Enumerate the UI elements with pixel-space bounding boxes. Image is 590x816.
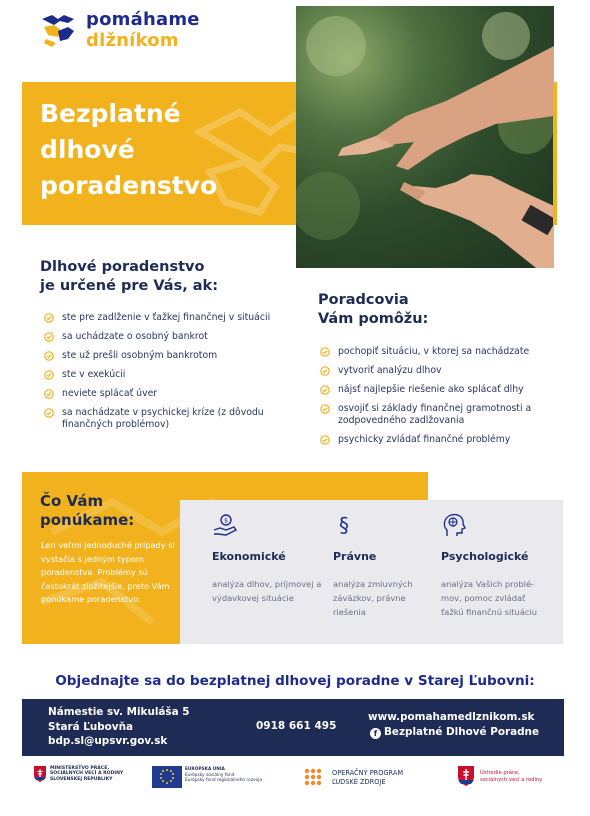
slovak-coat-of-arms-icon [458, 766, 474, 786]
list-item-text: osvojiť si základy finančnej gramotnosti a zodpovedného zadlžovania [338, 403, 532, 426]
list-item-text: psychicky zvládať finančné problémy [338, 434, 511, 445]
check-circle-icon [44, 332, 54, 342]
check-circle-icon [320, 347, 330, 357]
handshake-logo-icon [38, 9, 78, 49]
check-circle-icon [320, 366, 330, 376]
offer-economic-name: Ekonomické [212, 550, 286, 563]
website-link[interactable]: www.pomahamedlznikom.sk [368, 711, 535, 723]
photo-accent-bar [553, 82, 557, 225]
labour-office-text [480, 770, 560, 783]
head-brain-icon [441, 512, 467, 538]
list-item [44, 407, 289, 431]
eu-text-line: Európsky sociálny fond [185, 772, 235, 778]
list-item-text: neviete splácať úver [62, 388, 158, 399]
list-item [320, 346, 560, 358]
logo [38, 7, 238, 53]
dots-grid-icon [304, 768, 326, 790]
for-you-title [40, 258, 218, 296]
hero-title-line: poradenstvo [40, 171, 218, 200]
eu-logo [152, 766, 302, 792]
slovak-coat-of-arms-icon [34, 766, 46, 782]
check-circle-icon [44, 351, 54, 361]
offer-title-line: ponúkame: [40, 511, 135, 529]
check-circle-icon [44, 313, 54, 323]
check-circle-icon [44, 408, 54, 418]
list-item-text: ste v exekúcii [62, 369, 126, 380]
for-you-title-line: Dlhové poradenstvo [40, 259, 205, 275]
offer-economic-desc: analýza dlhov, príjmovej a výdavkovej situácie [212, 579, 322, 603]
hero-title-line: Bezplatné [40, 99, 181, 128]
hero-banner [22, 82, 320, 225]
reaching-hands-image [296, 6, 554, 268]
program-text-line: ĽUDSKÉ ZDROJE [332, 778, 386, 786]
list-item [320, 403, 560, 427]
labour-office-text-line: Ústredie práce, [480, 770, 520, 776]
phone-number[interactable]: 0918 661 495 [256, 720, 337, 732]
list-item-text: sa uchádzate o osobný bankrot [62, 331, 208, 342]
for-you-title-line: je určené pre Vás, ak: [40, 278, 219, 294]
advisors-list [320, 346, 560, 453]
address-line: Námestie sv. Mikuláša 5 [48, 706, 190, 718]
address-block [48, 705, 189, 749]
advisors-title-line: Poradcovia [318, 292, 409, 308]
eu-text-line: EURÓPSKA ÚNIA [185, 767, 225, 772]
offer-legal [333, 512, 423, 619]
check-circle-icon [320, 435, 330, 445]
list-item [44, 312, 289, 324]
offer-economic [212, 512, 322, 605]
list-item-text: ste už prešli osobným bankrotom [62, 350, 218, 361]
hero-title-line: dlhové [40, 135, 135, 164]
ministry-logo [34, 766, 134, 796]
facebook-icon: f [370, 728, 381, 739]
contact-bar [22, 699, 564, 756]
check-circle-icon [320, 404, 330, 414]
check-circle-icon [44, 370, 54, 380]
list-item-text: pochopiť situáciu, v ktorej sa nachádzate [338, 346, 530, 357]
offer-psychological [441, 512, 549, 619]
svg-text:$: $ [224, 517, 228, 525]
offer-title [40, 492, 134, 530]
advisors-title [318, 291, 428, 329]
eu-text-line: Európsky fond regionálneho rozvoja [185, 778, 262, 783]
address-line: Stará Ľubovňa [48, 720, 133, 733]
offer-legal-desc: analýza zmluvných záväzkov, právne riešenia [333, 579, 413, 617]
list-item [320, 365, 560, 377]
list-item [44, 369, 289, 381]
operational-program-logo [304, 766, 434, 792]
program-text-line: OPERAČNÝ PROGRAM [332, 769, 404, 777]
logo-text-line1: pomáhame [86, 9, 200, 30]
list-item [320, 384, 560, 396]
labour-office-text-line: sociálnych vecí a rodiny [480, 776, 543, 783]
facebook-link[interactable] [370, 726, 539, 739]
email-link[interactable]: bdp.sl@upsvr.gov.sk [48, 735, 168, 747]
list-item-text: ste pre zadlženie v ťažkej finančnej v situácii [62, 312, 271, 323]
list-item [320, 434, 560, 446]
ministry-text: MINISTERSTVO PRÁCE, SOCIÁLNYCH VECÍ A RODINY SLOVENSKEJ REPUBLIKY [50, 766, 124, 782]
svg-text:§: § [339, 513, 349, 537]
eu-text [185, 767, 295, 784]
facebook-label: Bezplatné Dlhové Poradne [384, 726, 539, 738]
labour-office-logo [458, 766, 568, 792]
hero-title [40, 96, 217, 204]
offer-title-line: Čo Vám [40, 492, 104, 510]
list-item [44, 331, 289, 343]
check-circle-icon [44, 389, 54, 399]
offer-psychological-name: Psychologické [441, 550, 529, 563]
list-item-text: nájsť najlepšie riešenie ako splácať dlhy [338, 384, 524, 395]
list-item [44, 388, 289, 400]
advisors-title-line: Vám pomôžu: [318, 311, 429, 327]
money-hand-icon [212, 512, 238, 538]
for-you-list [44, 312, 289, 438]
list-item [44, 350, 289, 362]
call-to-action: Objednajte sa do bezplatnej dlhovej poradne v Starej Ľubovni: [55, 673, 535, 689]
paragraph-icon [333, 512, 359, 538]
check-circle-icon [320, 385, 330, 395]
list-item-text: sa nachádzate v psychickej kríze (z dôvodu finančných problémov) [62, 407, 264, 430]
list-item-text: vytvoriť analýzu dlhov [338, 365, 442, 376]
offer-psychological-desc: analýza Vašich problé-mov, pomoc zvládať ťažkú finančnú situáciu [441, 579, 538, 617]
offer-legal-name: Právne [333, 550, 377, 563]
offer-description: Len veľmi jednoduché prípady si vystačia s jedným typom poradenstva. Problémy sú častokrát zložitejšie, preto Vám ponúkame poradenstvo: [41, 540, 175, 604]
program-text [332, 769, 442, 787]
logo-text-line2: dlžníkom [86, 30, 179, 51]
eu-flag-icon [152, 766, 182, 788]
hands-photo [296, 6, 554, 268]
